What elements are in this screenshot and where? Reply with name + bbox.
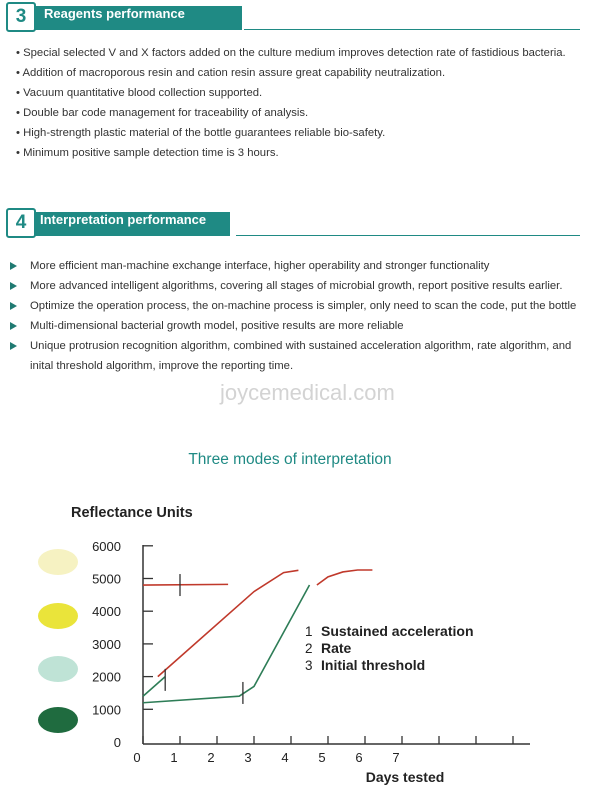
x-tick-label: 7 xyxy=(392,750,400,765)
x-axis-label: Days tested xyxy=(365,769,445,785)
x-tick-label: 5 xyxy=(318,750,326,765)
series-line xyxy=(317,570,373,585)
section-3-title: Reagents performance xyxy=(34,6,242,30)
list-item xyxy=(8,316,578,336)
x-tick-label: 0 xyxy=(133,750,141,765)
y-tick-label: 0 xyxy=(113,735,121,750)
section-3-number-badge: 3 xyxy=(6,2,36,32)
legend-label: Sustained acceleration xyxy=(321,623,474,639)
triangle-bullet-icon xyxy=(10,342,17,350)
section-3-header xyxy=(0,0,600,36)
list-item-text: Optimize the operation process, the on-machine process is simpler, only need to scan the code, put the bottle xyxy=(30,300,577,312)
list-item: • Special selected V and X factors added on the culture medium improves detection rate of fastidious bacteria. xyxy=(16,47,566,59)
list-item-text: More efficient man-machine exchange interface, higher operability and stronger functionality xyxy=(30,260,490,272)
list-item: • Double bar code management for traceability of analysis. xyxy=(16,107,309,119)
list-item xyxy=(8,276,578,296)
section-4-rule xyxy=(236,235,580,236)
interpretation-list xyxy=(8,256,578,376)
reagents-list xyxy=(16,43,586,163)
y-tick-label: 1000 xyxy=(92,702,121,718)
y-tick-label: 6000 xyxy=(92,538,121,554)
section-3-rule xyxy=(244,29,580,30)
x-tick-label: 1 xyxy=(170,750,178,765)
series-line xyxy=(143,677,165,697)
modes-title: Three modes of interpretation xyxy=(188,451,392,468)
list-item-text: Unique protrusion recognition algorithm, combined with sustained acceleration algorithm, rate algorithm, and inital threshold algorithm, improve the reporting time. xyxy=(30,340,572,372)
legend-number: 1 xyxy=(305,624,313,639)
legend-number: 3 xyxy=(305,658,313,673)
list-item xyxy=(8,336,578,376)
list-item: • Vacuum quantitative blood collection supported. xyxy=(16,87,263,99)
watermark: joycemedical.com xyxy=(220,380,395,405)
list-item xyxy=(8,256,578,276)
legend-label: Initial threshold xyxy=(321,657,426,673)
list-item xyxy=(8,296,578,316)
section-4-header xyxy=(0,206,600,242)
y-tick-label: 4000 xyxy=(92,604,121,620)
series-line xyxy=(158,570,299,676)
x-tick-label: 4 xyxy=(281,750,289,765)
triangle-bullet-icon xyxy=(10,262,17,270)
y-tick-label: 3000 xyxy=(92,636,121,652)
x-tick-label: 3 xyxy=(244,750,252,765)
x-tick-label: 2 xyxy=(207,750,215,765)
legend-label: Rate xyxy=(321,640,352,656)
list-item: • Addition of macroporous resin and cation resin assure great capability neutralization. xyxy=(16,67,446,79)
series-line xyxy=(143,585,310,703)
list-item: • Minimum positive sample detection time is 3 hours. xyxy=(16,147,279,159)
y-tick-label: 5000 xyxy=(92,571,121,587)
triangle-bullet-icon xyxy=(10,322,17,330)
triangle-bullet-icon xyxy=(10,282,17,290)
x-tick-label: 6 xyxy=(355,750,363,765)
chart-title: Reflectance Units xyxy=(71,505,193,521)
y-tick-label: 2000 xyxy=(92,669,121,685)
reflectance-chart xyxy=(0,530,600,791)
triangle-bullet-icon xyxy=(10,302,17,310)
legend-number: 2 xyxy=(305,641,313,656)
section-4-title: Interpretation performance xyxy=(34,212,230,236)
list-item-text: Multi-dimensional bacterial growth model, positive results are more reliable xyxy=(30,320,404,332)
list-item: • High-strength plastic material of the bottle guarantees reliable bio-safety. xyxy=(16,127,386,139)
series-line xyxy=(143,584,228,585)
section-4-number-badge: 4 xyxy=(6,208,36,238)
list-item-text: More advanced intelligent algorithms, covering all stages of microbial growth, report positive results earlier. xyxy=(30,280,563,292)
